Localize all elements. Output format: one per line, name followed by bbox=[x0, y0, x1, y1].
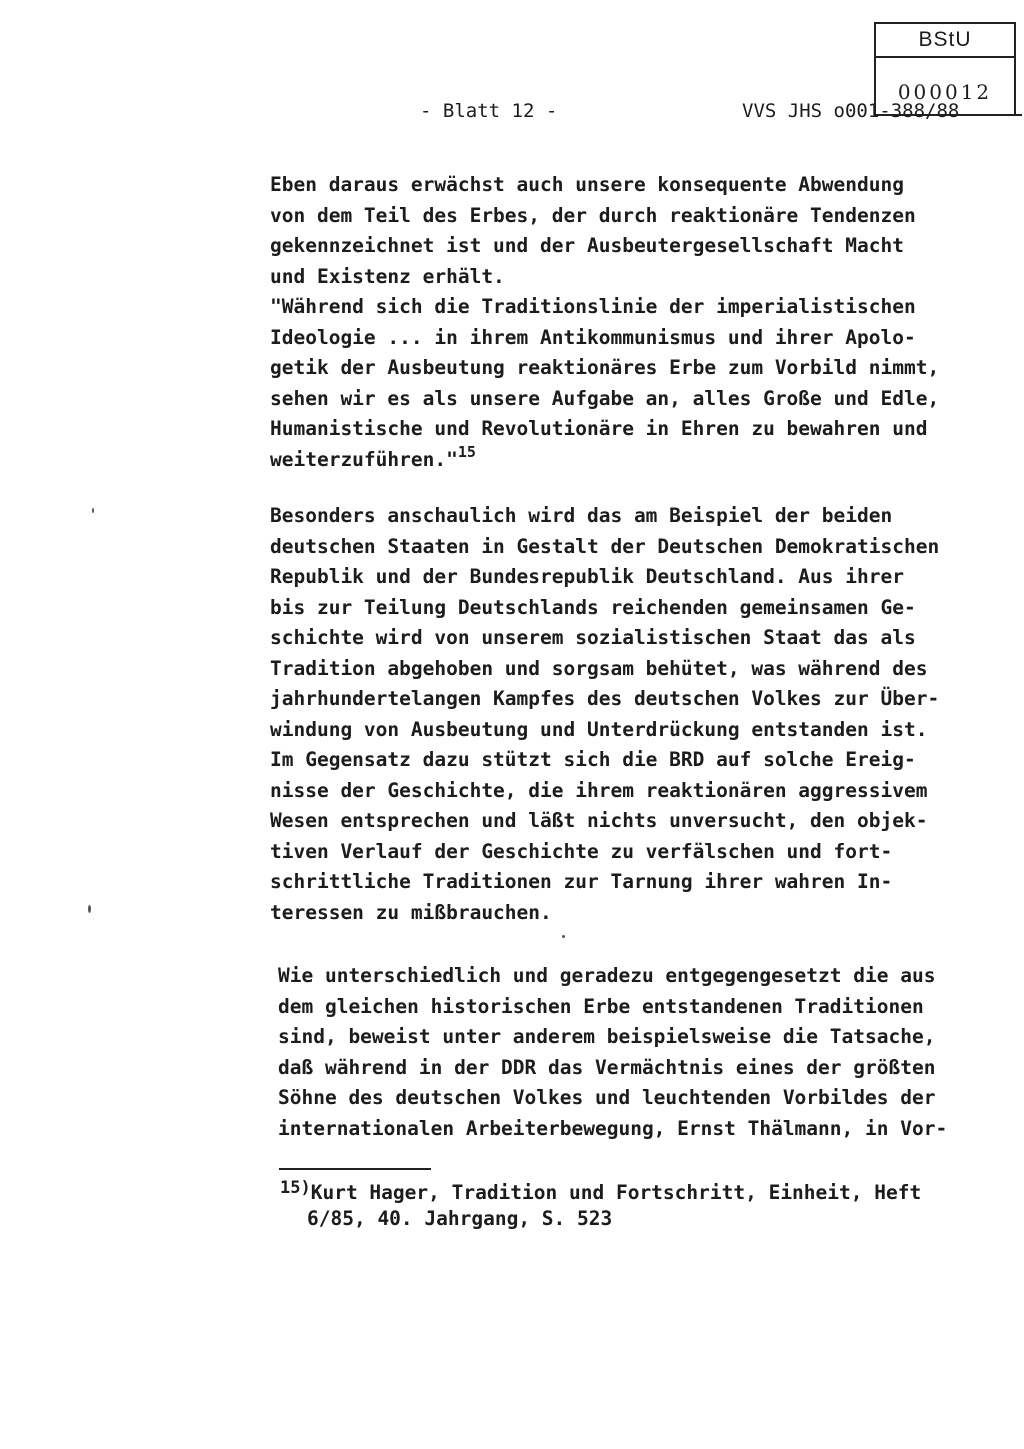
text-line: Söhne des deutschen Volkes und leuchtenden Vorbildes der bbox=[278, 1086, 936, 1109]
text-line: daß während in der DDR das Vermächtnis eines der größten bbox=[278, 1055, 936, 1079]
text-line: teressen zu mißbrauchen. bbox=[270, 900, 552, 924]
text-line: schichte wird von unserem sozialistischen Staat das als bbox=[270, 626, 916, 649]
text-line: Im Gegensatz dazu stützt sich die BRD auf solche Ereig- bbox=[270, 748, 916, 771]
text-line: gekennzeichnet ist und der Ausbeutergesellschaft Macht bbox=[270, 234, 904, 257]
stamp-number: 000012 bbox=[897, 80, 993, 104]
text-line-with-footnote bbox=[270, 442, 1000, 476]
footnote bbox=[280, 1180, 921, 1232]
footnote-number: 15) bbox=[280, 1178, 311, 1198]
text-line: und Existenz erhält. bbox=[270, 264, 505, 288]
text-line: nisse der Geschichte, die ihrem reaktionären aggressivem bbox=[270, 778, 928, 802]
text-line: jahrhundertelangen Kampfes des deutschen Volkes zur Über- bbox=[270, 687, 940, 710]
text-line: Besonders anschaulich wird das am Beispiel der beiden bbox=[270, 504, 893, 527]
text-line: Wesen entsprechen und läßt nichts unversucht, den objek- bbox=[270, 809, 928, 832]
text-line: sind, beweist unter anderem beispielsweise die Tatsache, bbox=[278, 1025, 936, 1048]
text-line: sehen wir es als unsere Aufgabe an, alles Große und Edle, bbox=[270, 386, 940, 410]
text-line: Wie unterschiedlich und geradezu entgegengesetzt die aus bbox=[278, 964, 936, 987]
paragraph-2 bbox=[270, 501, 1000, 928]
scan-speck bbox=[92, 508, 94, 513]
text-line: Republik und der Bundesrepublik Deutschland. Aus ihrer bbox=[270, 565, 904, 588]
text-line: windung von Ausbeutung und Unterdrückung entstanden ist. bbox=[270, 717, 928, 741]
text-line: internationalen Arbeiterbewegung, Ernst Thälmann, in Vor- bbox=[278, 1116, 948, 1140]
text-line: weiterzuführen." bbox=[270, 447, 458, 471]
text-line: tiven Verlauf der Geschichte zu verfälschen und fort- bbox=[270, 839, 893, 863]
scan-speck bbox=[88, 905, 91, 913]
stamp-divider bbox=[876, 56, 1014, 58]
paragraph-1 bbox=[270, 170, 1000, 475]
footnote-reference: 15 bbox=[457, 442, 476, 461]
stamp-org: BStU bbox=[918, 28, 972, 51]
text-line: getik der Ausbeutung reaktionäres Erbe zum Vorbild nimmt, bbox=[270, 356, 940, 379]
sheet-number: - Blatt 12 - bbox=[420, 100, 558, 122]
document-reference: VVS JHS o001-388/88 bbox=[742, 100, 960, 122]
footnote-line-2: 6/85, 40. Jahrgang, S. 523 bbox=[307, 1207, 613, 1230]
text-line: schrittliche Traditionen zur Tarnung ihrer wahren In- bbox=[270, 870, 893, 893]
footnote-separator bbox=[279, 1168, 431, 1170]
text-line: Ideologie ... in ihrem Antikommunismus und ihrer Apolo- bbox=[270, 325, 916, 349]
footnote-text: Kurt Hager, Tradition und Fortschritt, Einheit, Heft bbox=[310, 1181, 922, 1204]
text-line: dem gleichen historischen Erbe entstandenen Traditionen bbox=[278, 994, 924, 1018]
scan-speck bbox=[562, 935, 565, 938]
text-line: Eben daraus erwächst auch unsere konsequente Abwendung bbox=[270, 173, 904, 196]
text-line: deutschen Staaten in Gestalt der Deutschen Demokratischen bbox=[270, 534, 940, 558]
paragraph-3 bbox=[278, 961, 1008, 1144]
footnote-line-1 bbox=[280, 1180, 921, 1206]
text-line: "Während sich die Traditionslinie der imperialistischen bbox=[270, 295, 916, 318]
text-line: Humanistische und Revolutionäre in Ehren zu bewahren und bbox=[270, 417, 928, 440]
text-line: von dem Teil des Erbes, der durch reaktionäre Tendenzen bbox=[270, 203, 916, 227]
text-line: Tradition abgehoben und sorgsam behütet, was während des bbox=[270, 656, 928, 680]
text-line: bis zur Teilung Deutschlands reichenden gemeinsamen Ge- bbox=[270, 595, 916, 619]
